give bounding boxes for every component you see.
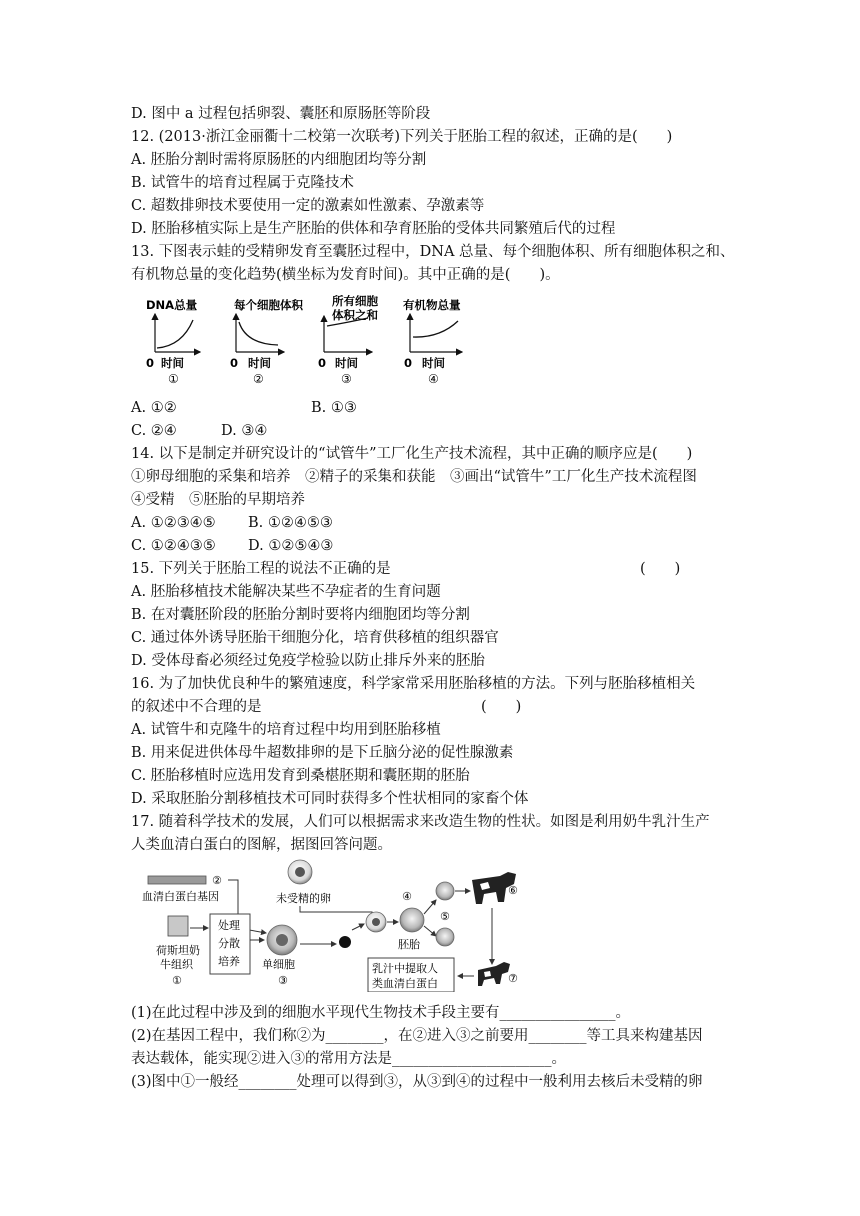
graph4-origin: 0	[404, 356, 413, 370]
q16-option-c: C. 胚胎移植时应选用发育到桑椹胚期和囊胚期的胚胎	[131, 768, 470, 784]
process-line-1: 处理	[218, 919, 240, 932]
gene-label: 血清白蛋白基因	[142, 890, 219, 903]
question-16-cont: 的叙述中不合理的是	[131, 699, 262, 715]
egg-nucleus	[295, 867, 305, 877]
albumin-production-diagram	[140, 858, 540, 992]
graph3-origin: 0	[318, 356, 327, 370]
graph4-ylabel: 有机物总量	[403, 298, 461, 312]
q17-part-2: (2)在基因工程中，我们称②为________，在②进入③之前要用________等工具来构建基因	[131, 1028, 703, 1044]
single-cell-nucleus	[276, 934, 288, 946]
label-1: ①	[172, 974, 182, 987]
offspring-cow-icon	[478, 962, 510, 986]
q13-option-b: B. ①③	[311, 400, 357, 416]
tissue-block	[168, 916, 188, 936]
graph1-curve	[157, 320, 193, 348]
q14-steps-1: ①卵母细胞的采集和培养 ②精子的采集和获能 ③画出“试管牛”工厂化生产技术流程图	[131, 469, 697, 485]
graph1-origin: 0	[146, 356, 155, 370]
graph4-curve	[413, 321, 458, 337]
q16-option-a: A. 试管牛和克隆牛的培育过程中均用到胚胎移植	[131, 722, 441, 738]
graph3-ylabel-2: 体积之和	[332, 308, 378, 322]
unfertilized-egg-label: 未受精的卵	[276, 892, 331, 905]
split-embryo-2	[436, 928, 454, 946]
label-6: ⑥	[508, 884, 518, 897]
graph4-xlabel: 时间	[422, 356, 445, 370]
q14-option-b: B. ①②④⑤③	[248, 515, 333, 531]
q12-option-d: D. 胚胎移植实际上是生产胚胎的供体和孕育胚胎的受体共同繁殖后代的过程	[131, 221, 616, 237]
tissue-label-1: 荷斯坦奶	[156, 944, 200, 957]
extraction-line-1: 乳汁中提取人	[372, 962, 438, 975]
graph1-ylabel: DNA总量	[146, 298, 198, 312]
q14-option-d: D. ①②⑤④③	[248, 538, 334, 554]
gene-bar	[148, 876, 206, 884]
graph2-curve	[239, 322, 278, 345]
question-17: 17. 随着科学技术的发展，人们可以根据需求来改造生物的性状。如图是利用奶牛乳汁生产	[131, 814, 710, 830]
graph3-ylabel-1: 所有细胞	[332, 294, 378, 308]
graph2-ylabel: 每个细胞体积	[234, 298, 303, 312]
graph2-number: ②	[253, 372, 264, 386]
tissue-label-2: 牛组织	[160, 958, 193, 971]
question-17-cont: 人类血清白蛋白的图解，据图回答问题。	[131, 837, 392, 853]
graph3-xlabel: 时间	[335, 356, 358, 370]
graph-organic-matter	[403, 298, 462, 386]
graph2-origin: 0	[230, 356, 239, 370]
q16-answer-blank: ( )	[481, 699, 522, 715]
label-7: ⑦	[508, 972, 518, 985]
label-3: ③	[278, 974, 288, 987]
label-2: ②	[212, 874, 222, 887]
process-line-2: 分散	[218, 937, 240, 950]
embryo-label: 胚胎	[398, 938, 420, 951]
q15-option-a: A. 胚胎移植技术能解决某些不孕症者的生育问题	[131, 584, 441, 600]
graph-total-volume	[318, 294, 378, 386]
q14-option-c: C. ①②④③⑤	[131, 538, 216, 554]
q13-option-d: D. ③④	[221, 423, 268, 439]
reconstructed-egg	[339, 936, 351, 948]
q15-option-c: C. 通过体外诱导胚胎干细胞分化，培育供移植的组织器官	[131, 630, 499, 646]
q12-option-b: B. 试管牛的培育过程属于克隆技术	[131, 175, 354, 191]
graph-cell-volume	[230, 298, 303, 386]
q15-option-d: D. 受体母畜必须经过免疫学检验以防止排斥外来的胚胎	[131, 653, 485, 669]
question-14: 14. 以下是制定并研究设计的“试管牛”工厂化生产技术流程，其中正确的顺序应是( )	[131, 446, 693, 462]
q14-option-a: A. ①②③④⑤	[131, 515, 216, 531]
extraction-line-2: 类血清白蛋白	[372, 977, 438, 990]
q12-option-a: A. 胚胎分割时需将原肠胚的内细胞团均等分割	[131, 152, 427, 168]
trend-graphs	[140, 292, 490, 386]
question-12: 12. (2013·浙江金丽衢十二校第一次联考)下列关于胚胎工程的叙述，正确的是( )	[131, 129, 673, 145]
q12-option-c: C. 超数排卵技术要使用一定的激素如性激素、孕激素等	[131, 198, 485, 214]
single-cell-label: 单细胞	[262, 958, 295, 971]
graph1-xlabel: 时间	[161, 356, 184, 370]
q17-part-1: (1)在此过程中涉及到的细胞水平现代生物技术手段主要有________________。	[131, 1005, 631, 1021]
early-embryo-nucleus	[372, 918, 380, 926]
split-embryo-1	[436, 882, 454, 900]
graph3-number: ③	[341, 372, 352, 386]
label-5: ⑤	[440, 910, 450, 923]
q15-option-b: B. 在对囊胚阶段的胚胎分割时要将内细胞团均等分割	[131, 607, 470, 623]
label-4: ④	[402, 890, 412, 903]
q17-part-2-cont: 表达载体，能实现②进入③的常用方法是______________________。	[131, 1051, 566, 1067]
question-13-cont: 有机物总量的变化趋势(横坐标为发育时间)。其中正确的是( )。	[131, 267, 560, 283]
q17-part-3: (3)图中①一般经________处理可以得到③，从③到④的过程中一般利用去核后未受精的卵	[131, 1074, 703, 1090]
graph2-xlabel: 时间	[248, 356, 271, 370]
option-d-line: D. 图中 a 过程包括卵裂、囊胚和原肠胚等阶段	[131, 106, 431, 122]
process-line-3: 培养	[218, 955, 240, 968]
graph-dna-total	[146, 298, 200, 386]
q16-option-d: D. 采取胚胎分割移植技术可同时获得多个性状相同的家畜个体	[131, 791, 529, 807]
q16-option-b: B. 用来促进供体母牛超数排卵的是下丘脑分泌的促性腺激素	[131, 745, 514, 761]
q13-option-c: C. ②④	[131, 423, 177, 439]
graph4-number: ④	[428, 372, 439, 386]
embryo	[400, 908, 424, 932]
q15-answer-blank: ( )	[640, 561, 681, 577]
question-13: 13. 下图表示蛙的受精卵发育至囊胚过程中，DNA 总量、每个细胞体积、所有细胞体积之和、	[131, 244, 735, 260]
graph1-number: ①	[168, 372, 179, 386]
question-15: 15. 下列关于胚胎工程的说法不正确的是	[131, 561, 391, 577]
q14-steps-2: ④受精 ⑤胚胎的早期培养	[131, 492, 305, 508]
question-16: 16. 为了加快优良种牛的繁殖速度，科学家常采用胚胎移植的方法。下列与胚胎移植相关	[131, 676, 696, 692]
q13-option-a: A. ①②	[131, 400, 177, 416]
